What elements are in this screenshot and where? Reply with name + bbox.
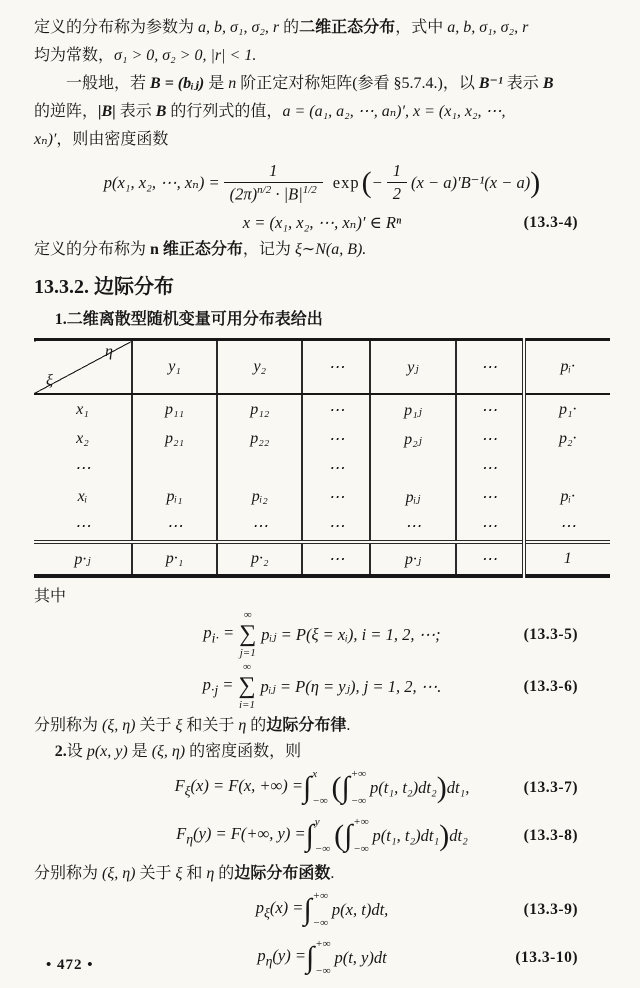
summation: [238, 662, 255, 711]
qizhong-label: 其中: [34, 588, 67, 605]
fraction-numerator: 1: [269, 161, 278, 181]
math-segment: ξ: [175, 717, 183, 734]
table-cell: p₂₁: [132, 424, 217, 453]
equation-number: (13.3-6): [523, 677, 578, 695]
formula-13-3-4-line2: [34, 210, 610, 236]
sigma-symbol: ∑: [238, 673, 256, 699]
text-segment: 一般地，若: [66, 75, 151, 92]
subscript: i·: [211, 630, 219, 646]
math-segment: a, b, σ₁, σ₂, r: [447, 19, 529, 36]
math-segment: B⁻¹: [478, 75, 503, 92]
table-cell: p·ⱼ: [370, 542, 455, 576]
item-1-line: [34, 307, 610, 333]
integral-limits: [312, 769, 327, 807]
table-header-row: [34, 340, 610, 395]
upper-limit: +∞: [350, 768, 367, 780]
column-header: y₁: [132, 340, 217, 395]
sigma-symbol: ∑: [239, 621, 257, 647]
text-segment: 关于: [135, 717, 176, 734]
subscript: ·j: [210, 682, 219, 698]
formula-tail: dt₁,: [446, 778, 470, 797]
math-segment: (ξ, η): [151, 743, 186, 760]
corner-xi-label: ξ: [46, 372, 53, 389]
formula-body: p(t, y)dt: [334, 948, 387, 967]
big-paren-left: (: [361, 166, 372, 199]
math-segment: |B|: [98, 103, 116, 120]
table-footer-row: [34, 542, 610, 576]
text-segment: ，式中: [395, 19, 448, 36]
table-cell: ⋯: [74, 459, 91, 477]
integral-inner: [342, 768, 370, 808]
math-segment: $F_\xi(x) = F(x$, +∞) =: [174, 776, 304, 799]
bold-term: 边际分布函数: [234, 865, 331, 882]
page-number: • 472 •: [46, 957, 94, 973]
text-segment: 是: [127, 743, 152, 760]
section-heading: 13.3.2. 边际分布: [34, 276, 174, 298]
text-segment: 的逆阵，: [34, 103, 99, 120]
formula-body: x = (x₁, x₂, ⋯, xₙ)′ ∈ Rⁿ: [242, 213, 402, 232]
formula-tail: dt₂: [449, 826, 468, 845]
table-cell: xᵢ: [77, 487, 88, 505]
math-segment: $p_{i\cdot}$ =: [203, 622, 235, 646]
table-row: [34, 511, 610, 542]
item-number: 2.: [54, 743, 67, 760]
table-cell: p₁₁: [132, 394, 217, 424]
integral-symbol: ∫: [303, 893, 312, 926]
big-paren-right: ): [530, 166, 541, 199]
text-segment: 设: [66, 743, 87, 760]
formula-13-3-5: [34, 610, 610, 659]
column-header: yⱼ: [370, 340, 455, 395]
exp-operator: exp: [332, 173, 360, 192]
subscript: ξ: [184, 783, 191, 799]
integral-limits: [315, 817, 330, 855]
math-segment: ξ: [175, 865, 183, 882]
text-segment: 和关于: [182, 717, 239, 734]
big-paren-left: (: [331, 771, 342, 804]
text-segment: 定义的分布称为参数为: [34, 19, 199, 36]
formula-13-3-7: [34, 765, 610, 811]
table-cell: p·ⱼ: [34, 542, 132, 576]
lower-limit: −∞: [312, 795, 328, 807]
integral-symbol: ∫: [341, 771, 350, 804]
text-segment: ，则由密度函数: [56, 131, 169, 148]
math-segment: a, b, σ₁, σ₂, r: [198, 19, 280, 36]
bold-term: n 维正态分布: [150, 241, 243, 258]
integral-symbol: ∫: [305, 819, 314, 852]
bold-term: 边际分布律: [266, 717, 347, 734]
table-cell: ⋯: [132, 511, 217, 542]
subscript: η: [186, 831, 194, 847]
intro-line-2: [34, 42, 610, 70]
fraction: [224, 161, 323, 205]
table-cell: ⋯: [370, 511, 455, 542]
integral: [303, 890, 331, 930]
table-row: [34, 453, 610, 482]
formula-13-3-9: [34, 887, 610, 933]
table-cell: ⋯: [456, 482, 524, 511]
table-cell: ⋯: [302, 424, 370, 453]
text-segment: 和: [182, 865, 207, 882]
integral-symbol: ∫: [344, 819, 353, 852]
formula-body: pᵢⱼ = P(η = yⱼ), j = 1, 2, ⋯.: [260, 676, 442, 696]
table-cell: ⋯: [456, 424, 524, 453]
sum-upper-limit: ∞: [243, 661, 251, 673]
math-segment: B: [542, 75, 554, 92]
text-segment: 的: [214, 865, 235, 882]
formula-body: (x − a)′B⁻¹(x − a): [411, 173, 531, 192]
math-segment: · |B|: [271, 184, 303, 204]
formula-13-3-10: [34, 935, 610, 981]
formula-body: pᵢⱼ = P(ξ = xᵢ), i = 1, 2, ⋯;: [261, 624, 441, 644]
text-segment: 的密度函数，则: [185, 743, 302, 760]
column-header: y₂: [217, 340, 302, 395]
text-segment: 的: [246, 717, 267, 734]
minus-sign: −: [371, 173, 383, 192]
text-segment: 关于: [135, 865, 176, 882]
formula-13-3-4-line1: [34, 156, 610, 210]
item-2-line: [34, 739, 610, 765]
integral-limits: [353, 817, 368, 855]
fraction-denominator: 2: [387, 182, 407, 205]
text-segment: 分别称为: [34, 865, 103, 882]
intro-line-5: [34, 126, 610, 154]
formula-13-3-6: [34, 662, 610, 711]
upper-limit: y: [314, 816, 320, 828]
table-cell: pᵢ₁: [132, 482, 217, 511]
table-cell: x₂: [76, 429, 89, 447]
fraction-numerator: 1: [392, 161, 402, 181]
table-cell: pᵢⱼ: [370, 482, 455, 511]
lower-limit: −∞: [350, 795, 367, 807]
table-cell: p·₂: [217, 542, 302, 576]
sum-lower-limit: i=1: [239, 699, 255, 711]
intro-line-4: [34, 98, 610, 126]
marginal-fn-line: [34, 861, 610, 887]
integral-limits: [315, 939, 330, 977]
table-cell: p₂₂: [217, 424, 302, 453]
integral-limits: [351, 769, 366, 807]
math-segment: B: [155, 103, 167, 120]
table-cell: pᵢ₂: [217, 482, 302, 511]
marginal-law-line: [34, 713, 610, 739]
math-segment: (ξ, η): [102, 717, 136, 734]
table-cell: [524, 453, 610, 482]
column-header: pᵢ·: [524, 340, 610, 395]
table-cell: ⋯: [302, 453, 370, 482]
column-header: ⋯: [302, 340, 370, 395]
table-cell: [370, 453, 455, 482]
table-cell: p₁·: [524, 394, 610, 424]
table-cell: ⋯: [456, 542, 524, 576]
table-cell: ⋯: [456, 511, 524, 542]
table-cell: p·₁: [132, 542, 217, 576]
math-segment: n: [228, 75, 237, 92]
math-segment: $p_\xi(x)$ =: [255, 898, 304, 921]
formula-body: p(x, t)dt,: [331, 900, 389, 919]
table-row: [34, 394, 610, 424]
table-cell: ⋯: [524, 511, 610, 542]
exponent: n/2: [257, 183, 272, 196]
math-segment: $p_{\cdot j}$ =: [202, 674, 234, 698]
text-segment: 表示: [115, 103, 156, 120]
big-paren-right: ): [439, 819, 450, 852]
integral-inner: [344, 816, 372, 856]
lower-limit: −∞: [312, 917, 328, 929]
subscript: ξ: [263, 905, 270, 921]
table-cell: p₁₂: [217, 394, 302, 424]
text-segment: 分别称为: [34, 717, 103, 734]
math-segment: η: [238, 717, 247, 734]
item-number: 1.: [54, 311, 67, 328]
math-segment: $p_\eta(y)$ =: [257, 946, 306, 969]
text-segment: 均为常数，: [34, 47, 115, 64]
formula-13-3-8: [34, 813, 610, 859]
fraction-half: [387, 161, 407, 204]
text-segment: ，记为: [242, 241, 295, 258]
table-cell: ⋯: [456, 453, 524, 482]
integral-symbol: ∫: [303, 771, 312, 804]
equation-number: (13.3-7): [523, 779, 578, 796]
integral-symbol: ∫: [305, 941, 315, 974]
item-text: 二维离散型随机变量可用分布表给出: [66, 311, 323, 328]
table-cell: p₂ⱼ: [370, 424, 455, 453]
bold-term: 二维正态分布: [299, 19, 396, 36]
lower-limit: −∞: [353, 843, 369, 855]
table-cell: [217, 453, 302, 482]
lower-limit: −∞: [314, 843, 331, 855]
upper-limit: +∞: [312, 890, 328, 902]
corner-eta-label: η: [104, 343, 113, 360]
intro-line-1: [34, 14, 610, 42]
integral-limits: [313, 891, 328, 929]
equation-number: (13.3-8): [523, 827, 578, 844]
distribution-table: [34, 338, 610, 578]
upper-limit: +∞: [315, 938, 331, 950]
table-cell: ⋯: [217, 511, 302, 542]
table-cell: ⋯: [302, 542, 370, 576]
table-cell: ⋯: [302, 511, 370, 542]
math-segment: p(x, y): [86, 743, 128, 760]
table-cell: 1: [524, 542, 610, 576]
table-cell: [132, 453, 217, 482]
upper-limit: +∞: [353, 816, 369, 828]
math-segment: (ξ, η): [102, 865, 136, 882]
table-cell: p₂·: [524, 424, 610, 453]
table-cell: ⋯: [302, 394, 370, 424]
big-paren-right: ): [436, 771, 447, 804]
sum-lower-limit: j=1: [239, 647, 256, 659]
table-cell: x₁: [76, 400, 89, 418]
math-segment: (2π): [229, 184, 258, 204]
table-cell: p₁ⱼ: [370, 394, 455, 424]
text-segment: .: [346, 717, 351, 734]
math-segment: $F_\eta(y) = F(+\infty$, y) =: [176, 824, 306, 847]
formula-lhs: p(x₁, x₂, ⋯, xₙ) =: [103, 173, 220, 192]
math-segment: σ₁ > 0, σ₂ > 0, |r| < 1.: [114, 47, 257, 64]
text-segment: 定义的分布称为: [34, 241, 151, 258]
text-segment: 阶正定对称矩阵(参看 §5.7.4.)，以: [236, 75, 479, 92]
table-cell: ⋯: [456, 394, 524, 424]
formula-body: p(t₁, t₂)dt₂: [370, 778, 437, 797]
math-segment: B = (bᵢⱼ): [150, 75, 205, 92]
column-header: ⋯: [456, 340, 524, 395]
big-paren-left: (: [334, 819, 345, 852]
subscript: η: [265, 953, 273, 969]
table-cell: ⋯: [302, 482, 370, 511]
integral-outer: [306, 816, 334, 856]
text-segment: 表示: [502, 75, 543, 92]
fraction-denominator: [224, 182, 323, 205]
summation: [239, 610, 256, 659]
text-segment: 的: [279, 19, 300, 36]
math-segment: xₙ)′: [34, 131, 57, 148]
equation-number: (13.3-5): [523, 625, 578, 643]
integral: [306, 938, 334, 978]
equation-number: (13.3-9): [523, 901, 578, 918]
text-segment: 的行列式的值，: [166, 103, 283, 120]
table-row: [34, 482, 610, 511]
text-segment: 是: [204, 75, 229, 92]
text-segment: .: [330, 865, 335, 882]
equation-number: (13.3-10): [515, 949, 578, 966]
intro-line-3: [34, 70, 610, 98]
equation-number: (13.3-4): [523, 214, 578, 231]
math-segment: η: [206, 865, 215, 882]
table-cell: ⋯: [74, 517, 91, 535]
exponent: 1/2: [302, 183, 317, 196]
table-cell: pᵢ·: [524, 482, 610, 511]
sum-upper-limit: ∞: [243, 609, 252, 621]
upper-limit: x: [312, 768, 318, 780]
table-row: [34, 424, 610, 453]
table-corner-cell: [34, 340, 132, 395]
integral-outer: [303, 768, 331, 808]
formula-body: p(t₁, t₂)dt₁: [372, 826, 440, 845]
math-segment: a = (a₁, a₂, ⋯, aₙ)′, x = (x₁, x₂, ⋯,: [282, 103, 506, 120]
math-segment: ξ∼N(a, B).: [294, 241, 367, 258]
definition-line: [34, 236, 610, 264]
lower-limit: −∞: [315, 965, 331, 977]
